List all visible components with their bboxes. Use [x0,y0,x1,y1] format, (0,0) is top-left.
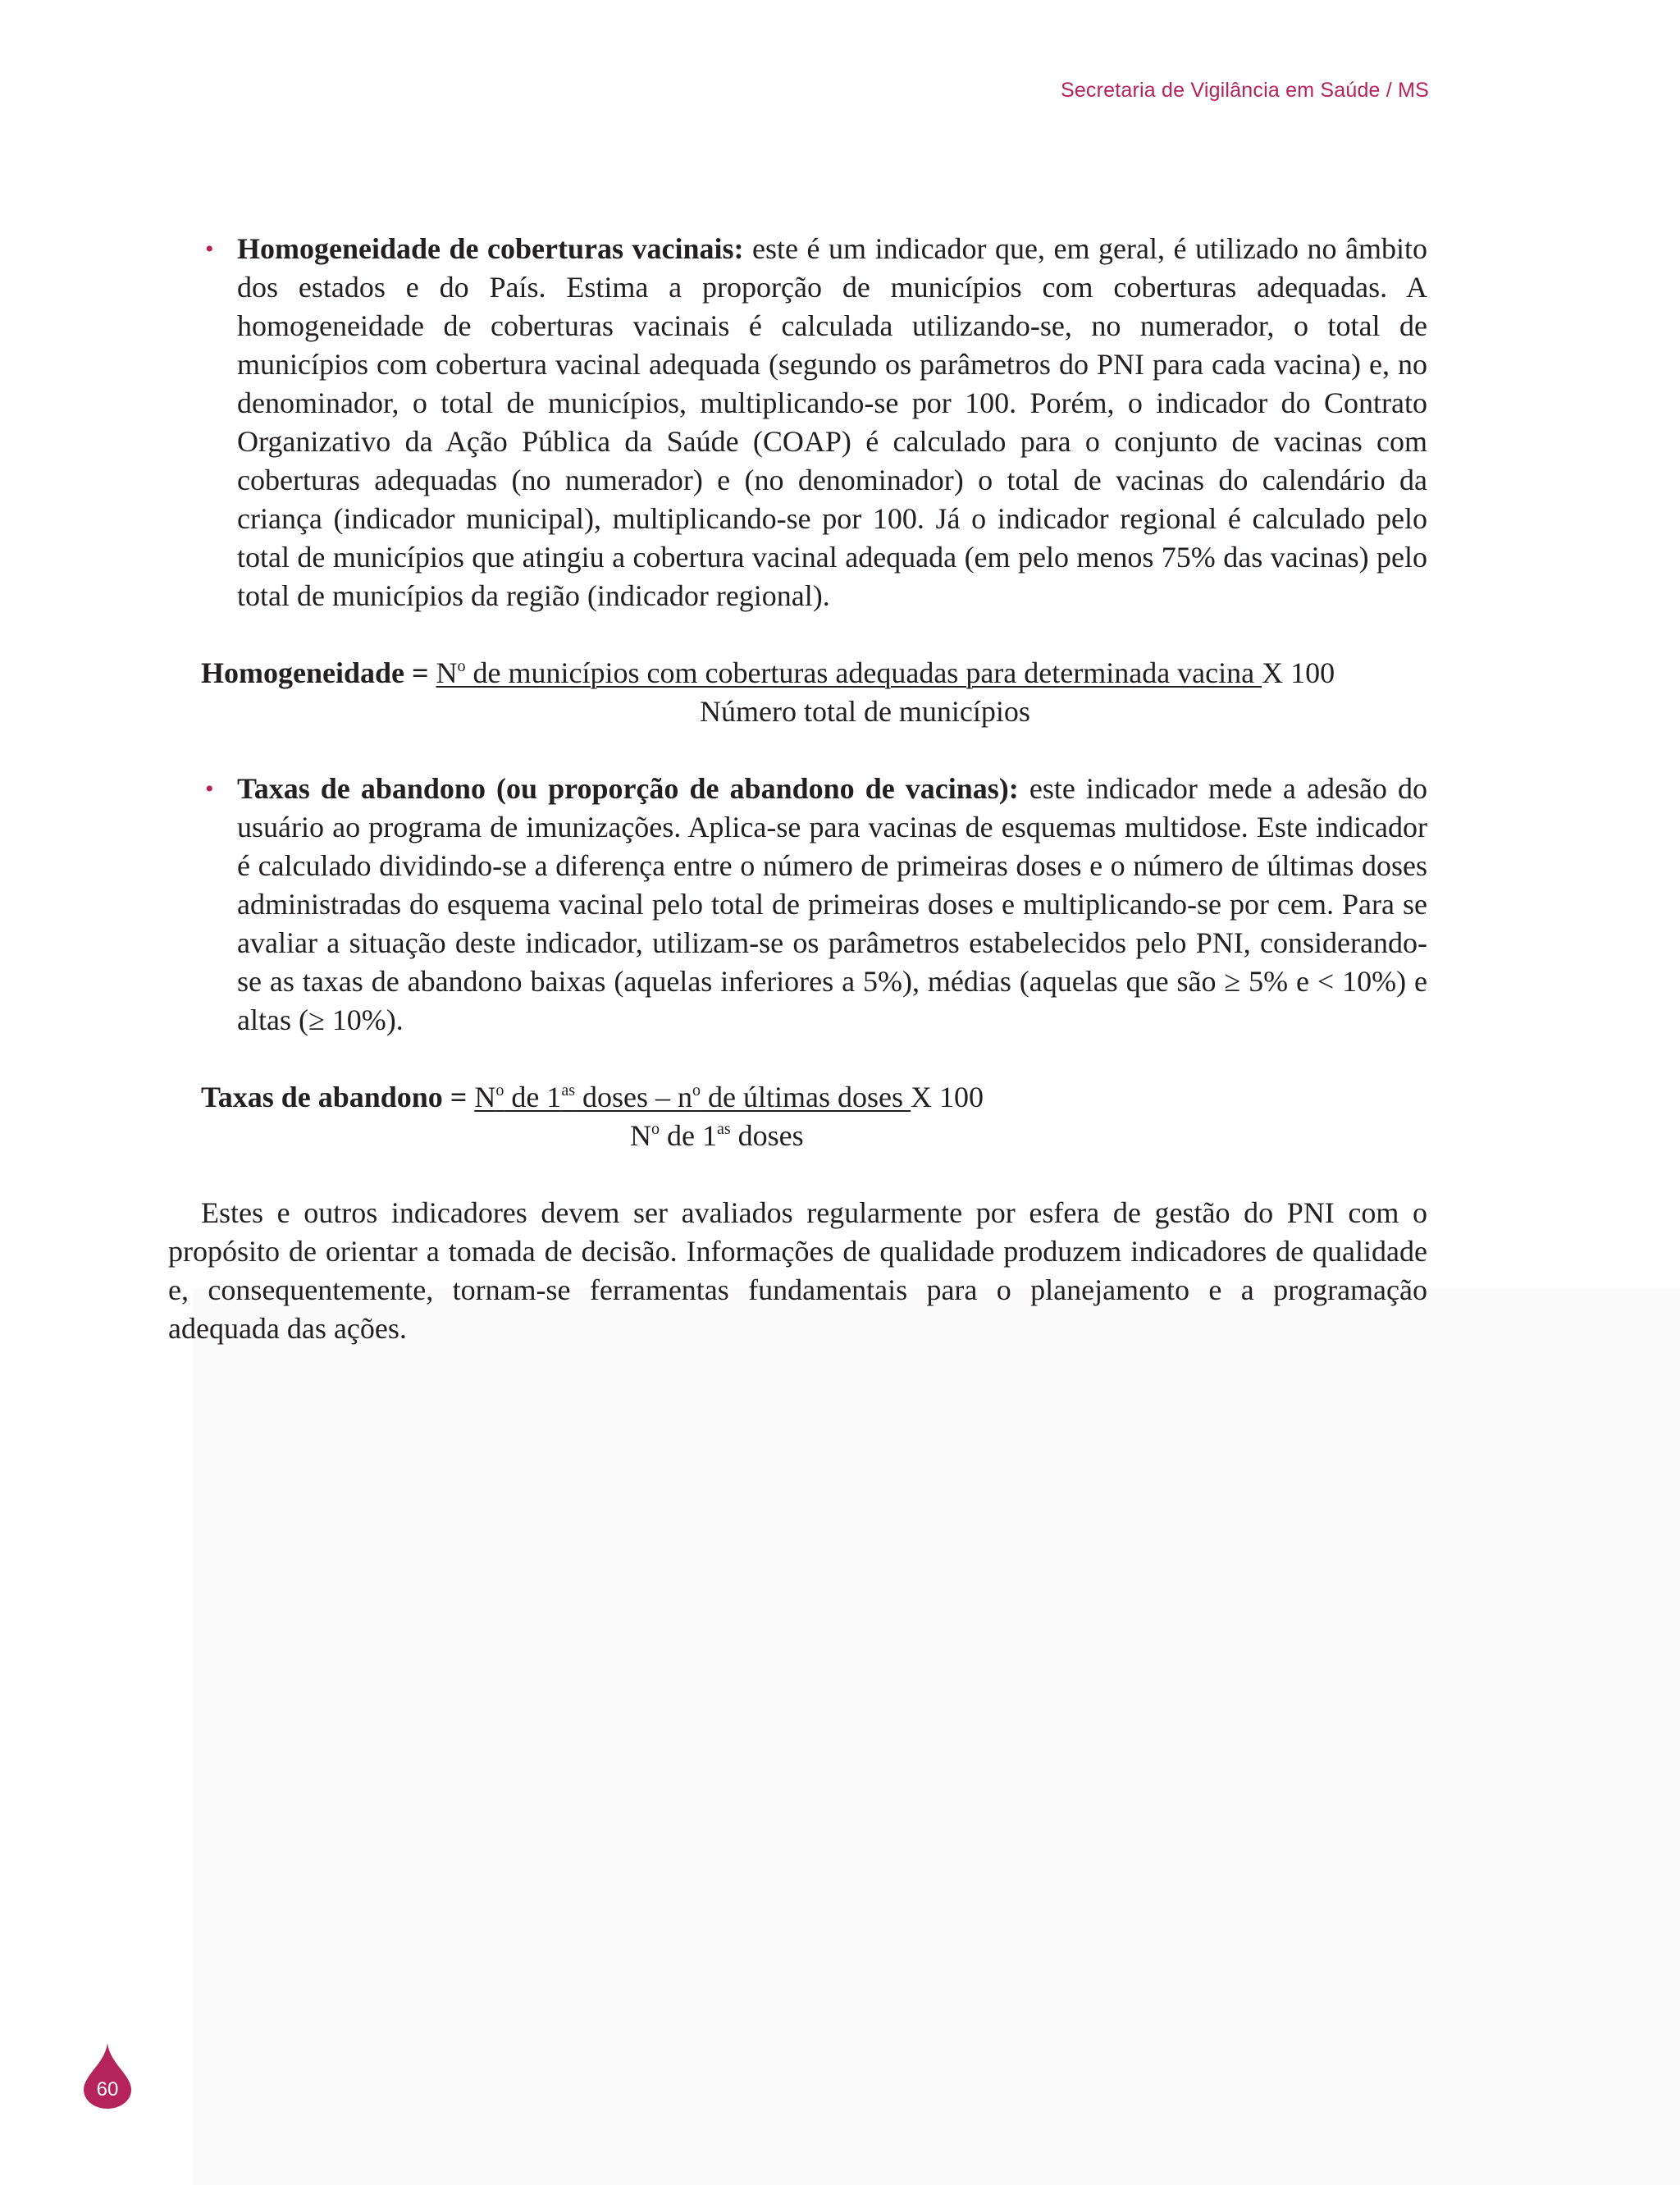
formula-multiplier: X 100 [910,1081,984,1113]
denominator-superscript: o [651,1120,660,1138]
formula-denominator: Número total de municípios [700,695,1030,728]
formula-numerator [474,1081,911,1113]
bullet-text [237,230,1427,615]
formula-numerator-line [201,1078,1427,1117]
numerator-text: de municípios com coberturas adequadas para determinada vacina [465,656,1262,689]
closing-paragraph: Estes e outros indicadores devem ser avaliados regularmente por esfera de gestão do PNI com o propósito de orientar a tomada de decisão. Informações de qualidade produzem indicadores de qualidade e, consequentemente, tornam-se ferramentas fundamentais para o planejamento e a programação adequada das ações. [168,1196,1427,1345]
page-number-badge [84,2043,131,2109]
formula-homogeneidade [168,654,1427,731]
list-item-homogeneidade [168,230,1427,615]
page-content [168,230,1427,1348]
page-background-tint [193,1288,1680,2185]
numerator-text: de últimas doses [700,1081,911,1113]
term-heading: Homogeneidade de coberturas vacinais: [237,232,744,265]
numerator-superscript: as [561,1081,575,1099]
numerator-superscript: o [692,1081,701,1099]
term-body: este indicador mede a adesão do usuário ao programa de imunizações. Aplica-se para vacinas de esquemas multidose. Este indicador é calculado dividindo-se a diferença entre o número de primeiras doses e o número de últimas doses administradas do esquema vacinal pelo total de primeiras doses e multiplicando-se por cem. Para se avaliar a situação deste indicador, utilizam-se os parâmetros estabelecidos pelo PNI, considerando-se as taxas de abandono baixas (aquelas inferiores a 5%), médias (aquelas que são ≥ 5% e < 10%) e altas (≥ 10%). [237,772,1427,1036]
numerator-text: de 1 [504,1081,562,1113]
numerator-text: N [474,1081,496,1113]
running-header: Secretaria de Vigilância em Saúde / MS [1060,79,1429,102]
denominator-text: doses [730,1119,804,1152]
bullet-icon: • [205,235,214,263]
formula-label: Homogeneidade = [201,656,429,689]
page-number: 60 [96,2078,119,2100]
formula-numerator [436,656,1262,689]
denominator-text: N [630,1119,651,1152]
numerator-text: N [436,656,458,689]
numerator-text: doses – n [574,1081,692,1113]
formula-denominator [630,1117,804,1155]
term-heading: Taxas de abandono (ou proporção de abandono de vacinas): [237,772,1019,805]
formula-numerator-line [201,654,1427,693]
numerator-superscript: o [457,657,466,675]
list-item-abandono [168,770,1427,1040]
term-body: este é um indicador que, em geral, é utilizado no âmbito dos estados e do País. Estima a proporção de municípios com coberturas adequadas. A homogeneidade de coberturas vacinais é calculada utilizando-se, no numerador, o total de municípios com cobertura vacinal adequada (segundo os parâmetros do PNI para cada vacina) e, no denominador, o total de municípios, multiplicando-se por 100. Porém, o indicador do Contrato Organizativo da Ação Pública da Saúde (COAP) é calculado para o conjunto de vacinas com coberturas adequadas (no numerador) e (no denominador) o total de vacinas do calendário da criança (indicador municipal), multiplicando-se por 100. Já o indicador regional é calculado pelo total de municípios que atingiu a cobertura vacinal adequada (em pelo menos 75% das vacinas) pelo total de municípios da região (indicador regional). [237,232,1428,612]
bullet-icon: • [205,775,214,802]
bullet-text [237,770,1427,1040]
denominator-superscript: as [716,1120,731,1138]
formula-abandono [168,1078,1427,1155]
denominator-text: de 1 [660,1119,717,1152]
formula-multiplier: X 100 [1262,656,1335,689]
numerator-superscript: o [495,1081,504,1099]
formula-label: Taxas de abandono = [201,1081,468,1113]
